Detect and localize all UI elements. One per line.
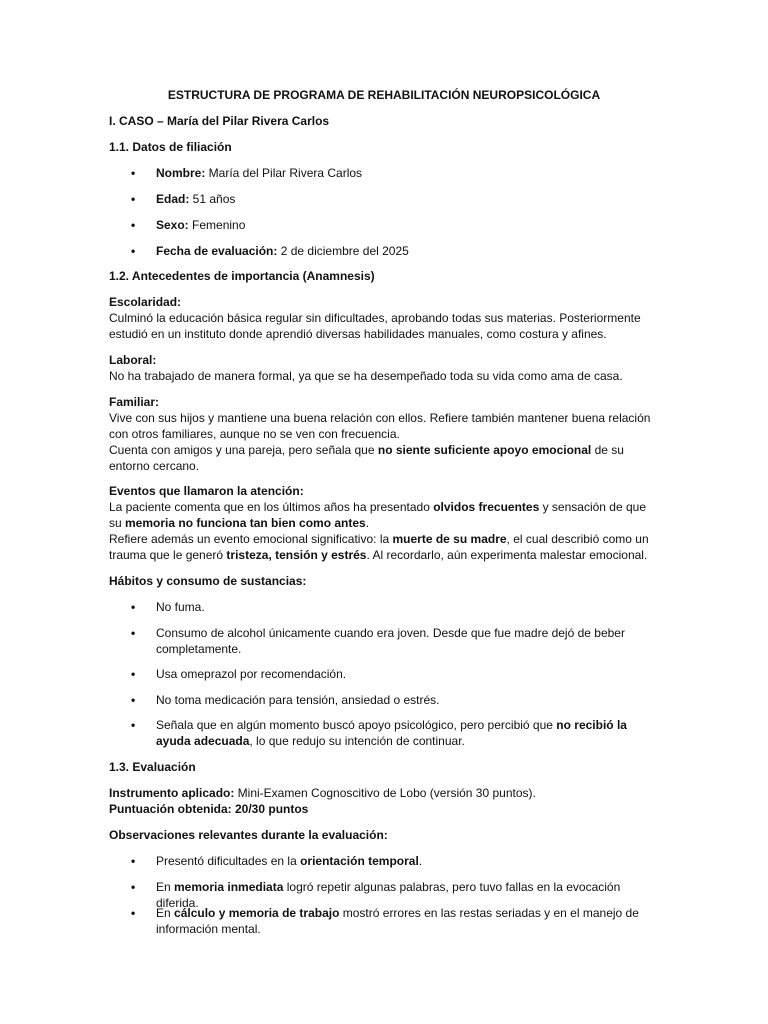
emphasis-text: memoria no funciona tan bien como antes bbox=[125, 516, 366, 530]
list-item-habito-3: Usa omeprazol por recomendación. bbox=[156, 667, 347, 681]
emphasis-text: cálculo y memoria de trabajo bbox=[174, 906, 340, 920]
bullet-icon: • bbox=[131, 667, 136, 681]
observaciones-heading: Observaciones relevantes durante la evaluación: bbox=[109, 828, 388, 842]
case-heading: I. CASO – María del Pilar Rivera Carlos bbox=[109, 114, 330, 128]
field-label: Nombre: bbox=[156, 166, 206, 180]
field-value: 51 años bbox=[189, 192, 236, 206]
text-run: Presentó dificultades en la bbox=[156, 854, 301, 868]
field-value: Mini-Examen Cognoscitivo de Lobo (versión 30 puntos). bbox=[234, 786, 536, 800]
familiar-paragraph-2 bbox=[109, 442, 661, 474]
field-label: Fecha de evaluación: bbox=[156, 244, 278, 258]
text-run: En bbox=[156, 906, 175, 920]
list-item-observacion-3 bbox=[156, 905, 661, 937]
bullet-icon: • bbox=[131, 693, 136, 707]
section-1-2-heading: 1.2. Antecedentes de importancia (Anamnesis) bbox=[109, 269, 375, 283]
emphasis-text: tristeza, tensión y estrés bbox=[226, 548, 367, 562]
bullet-icon: • bbox=[131, 906, 136, 920]
instrumento-line bbox=[109, 785, 661, 801]
bullet-icon: • bbox=[131, 718, 136, 732]
list-item-sexo bbox=[156, 217, 661, 233]
emphasis-text: memoria inmediata bbox=[174, 880, 284, 894]
list-item-fecha bbox=[156, 243, 661, 259]
habitos-heading: Hábitos y consumo de sustancias: bbox=[109, 574, 307, 588]
text-run: logró repetir algunas palabras, pero tuvo fallas en la evocación diferida. bbox=[156, 880, 621, 910]
field-label: Sexo: bbox=[156, 218, 189, 232]
text-run: . bbox=[418, 854, 423, 868]
emphasis-text: no siente suficiente apoyo emocional bbox=[377, 443, 592, 457]
escolaridad-heading: Escolaridad: bbox=[109, 295, 182, 309]
eventos-paragraph-2 bbox=[109, 531, 661, 563]
text-run: . Al recordarlo, aún experimenta malestar emocional. bbox=[366, 548, 648, 562]
bullet-icon: • bbox=[131, 192, 136, 206]
text-run: de su entorno cercano. bbox=[109, 443, 624, 473]
bullet-icon: • bbox=[131, 218, 136, 232]
text-run: En bbox=[156, 880, 175, 894]
list-item-habito-4: No toma medicación para tensión, ansiedad o estrés. bbox=[156, 693, 440, 707]
text-run: Señala que en algún momento buscó apoyo psicológico, pero percibió que bbox=[156, 718, 557, 732]
familiar-paragraph-1: Vive con sus hijos y mantiene una buena relación con ellos. Refiere también mantener buena relación con otros familiares, aunque no se ven con frecuencia. bbox=[109, 411, 651, 441]
bullet-icon: • bbox=[131, 166, 136, 180]
eventos-heading: Eventos que llamaron la atención: bbox=[109, 484, 304, 498]
laboral-heading: Laboral: bbox=[109, 353, 157, 367]
emphasis-text: olvidos frecuentes bbox=[433, 500, 540, 514]
eventos-paragraph-1 bbox=[109, 499, 661, 531]
field-value: Femenino bbox=[188, 218, 246, 232]
section-1-3-heading: 1.3. Evaluación bbox=[109, 760, 196, 774]
list-item-observacion-1 bbox=[156, 853, 661, 869]
emphasis-text: no recibió la ayuda adecuada bbox=[156, 718, 627, 748]
bullet-icon: • bbox=[131, 600, 136, 614]
familiar-heading: Familiar: bbox=[109, 395, 160, 409]
field-value: María del Pilar Rivera Carlos bbox=[205, 166, 363, 180]
list-item-habito-2: Consumo de alcohol únicamente cuando era joven. Desde que fue madre dejó de beber completamente. bbox=[156, 626, 625, 656]
escolaridad-text: Culminó la educación básica regular sin dificultades, aprobando todas sus materias. Posteriormente estudió en un instituto donde aprendió diversas habilidades manuales, como costura y afines. bbox=[109, 311, 641, 341]
bullet-icon: • bbox=[131, 854, 136, 868]
section-1-1-heading: 1.1. Datos de filiación bbox=[109, 140, 232, 154]
text-run: La paciente comenta que en los últimos años ha presentado bbox=[109, 500, 434, 514]
emphasis-text: orientación temporal bbox=[300, 854, 419, 868]
list-item-edad bbox=[156, 191, 661, 207]
field-label: Instrumento aplicado: bbox=[109, 786, 235, 800]
text-run: y sensación de que su bbox=[109, 500, 646, 530]
text-run: Cuenta con amigos y una pareja, pero señala que bbox=[109, 443, 378, 457]
text-run: . bbox=[365, 516, 370, 530]
field-label: Edad: bbox=[156, 192, 190, 206]
text-run: , lo que redujo su intención de continuar. bbox=[249, 734, 465, 748]
puntuacion-line: Puntuación obtenida: 20/30 puntos bbox=[109, 802, 309, 816]
emphasis-text: muerte de su madre bbox=[392, 532, 507, 546]
list-item-habito-1: No fuma. bbox=[156, 600, 205, 614]
field-value: 2 de diciembre del 2025 bbox=[277, 244, 409, 258]
document-title: ESTRUCTURA DE PROGRAMA DE REHABILITACIÓN NEUROPSICOLÓGICA bbox=[167, 88, 601, 102]
bullet-icon: • bbox=[131, 880, 136, 894]
text-run: , el cual describió como un trauma que le generó bbox=[109, 532, 649, 562]
bullet-icon: • bbox=[131, 244, 136, 258]
list-item-habito-5 bbox=[156, 717, 661, 749]
bullet-icon: • bbox=[131, 626, 136, 640]
list-item-nombre bbox=[156, 165, 661, 181]
text-run: Refiere además un evento emocional significativo: la bbox=[109, 532, 393, 546]
laboral-text: No ha trabajado de manera formal, ya que se ha desempeñado toda su vida como ama de casa. bbox=[109, 369, 623, 383]
text-run: mostró errores en las restas seriadas y en el manejo de información mental. bbox=[156, 906, 639, 936]
